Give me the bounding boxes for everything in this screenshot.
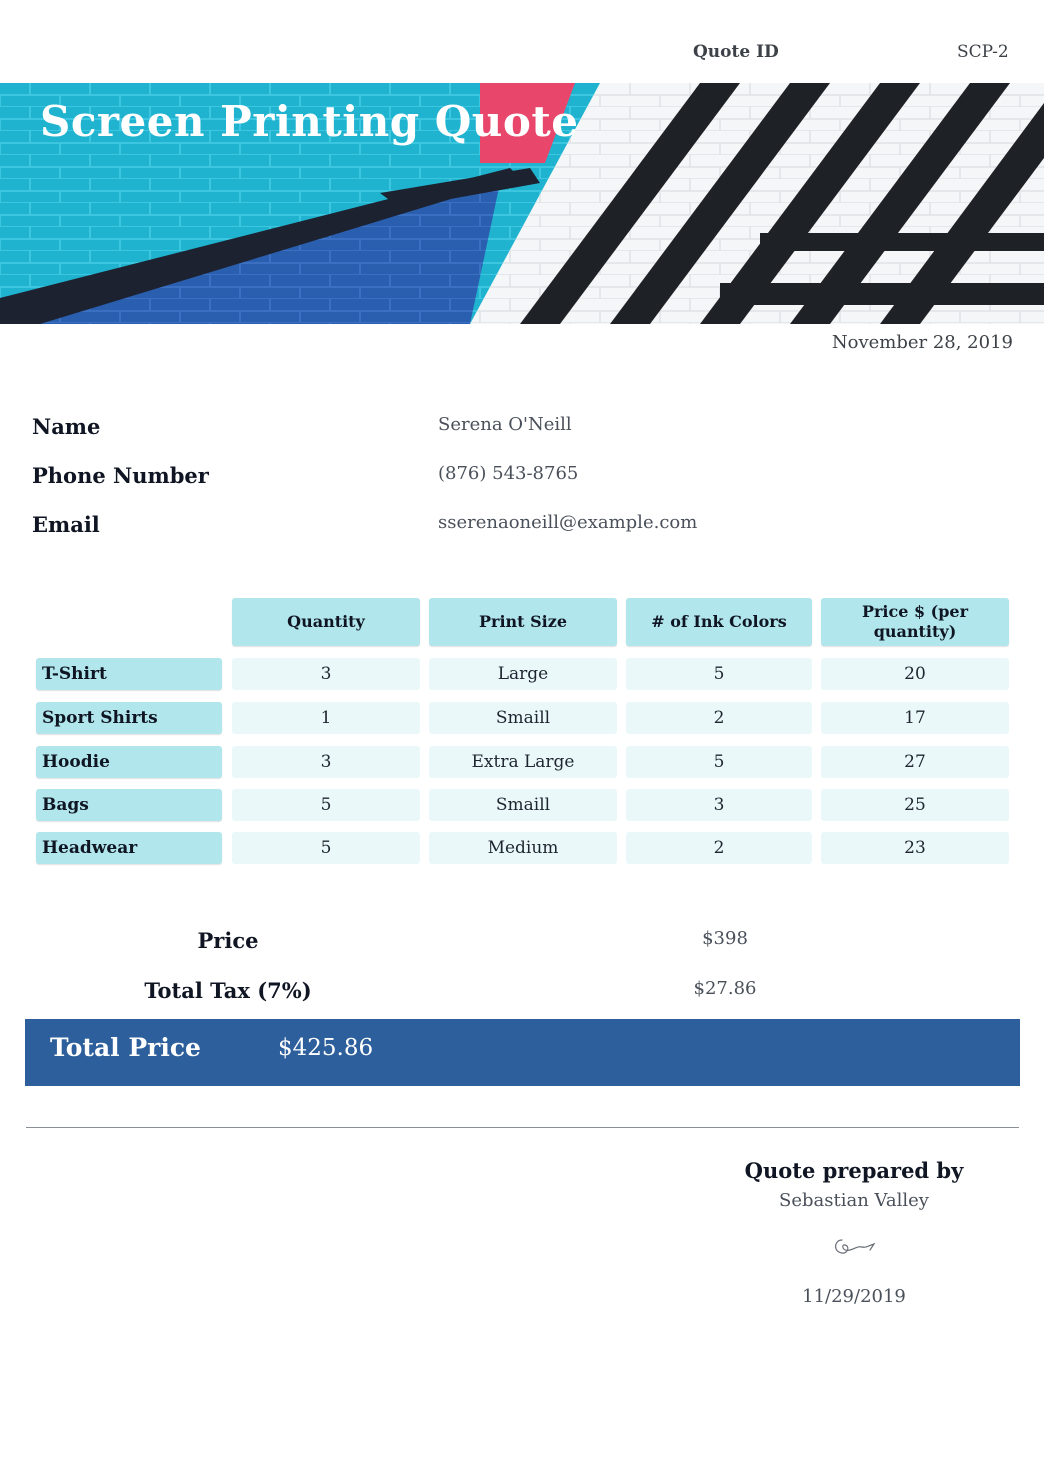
table-cell-quantity: 3 <box>232 746 420 778</box>
row-label-item: Headwear <box>36 832 222 864</box>
table-cell-colors: 5 <box>626 746 812 778</box>
table-cell-price: 20 <box>821 658 1009 690</box>
table-cell-quantity: 5 <box>232 789 420 821</box>
page-title: Screen Printing Quote <box>40 97 579 146</box>
price-label: Price <box>197 928 259 953</box>
name-label: Name <box>32 414 101 439</box>
table-cell-size: Extra Large <box>429 746 617 778</box>
signature <box>830 1232 880 1266</box>
email-value: sserenaoneill@example.com <box>438 512 698 533</box>
table-cell-price: 17 <box>821 702 1009 734</box>
quote-id-label: Quote ID <box>693 42 779 62</box>
column-header-ink-colors: # of Ink Colors <box>626 598 812 646</box>
table-cell-quantity: 1 <box>232 702 420 734</box>
table-cell-quantity: 3 <box>232 658 420 690</box>
table-cell-size: Medium <box>429 832 617 864</box>
prepared-by-name: Sebastian Valley <box>779 1190 929 1211</box>
column-header-price: Price $ (per quantity) <box>821 598 1009 646</box>
divider <box>26 1127 1019 1128</box>
table-cell-colors: 5 <box>626 658 812 690</box>
table-cell-colors: 2 <box>626 702 812 734</box>
tax-label: Total Tax (7%) <box>144 978 312 1003</box>
total-price-label: Total Price <box>50 1033 201 1062</box>
phone-label: Phone Number <box>32 463 209 488</box>
table-cell-size: Smaill <box>429 702 617 734</box>
tax-value: $27.86 <box>693 978 757 999</box>
row-label-item: Hoodie <box>36 746 222 778</box>
email-label: Email <box>32 512 100 537</box>
price-value: $398 <box>702 928 748 949</box>
row-label-item: T-Shirt <box>36 658 222 690</box>
table-cell-size: Smaill <box>429 789 617 821</box>
prepared-by-label: Quote prepared by <box>744 1158 964 1183</box>
column-header-quantity: Quantity <box>232 598 420 646</box>
quote-id-value: SCP-2 <box>957 42 1009 62</box>
table-cell-colors: 2 <box>626 832 812 864</box>
table-cell-price: 23 <box>821 832 1009 864</box>
row-label-item: Bags <box>36 789 222 821</box>
phone-value: (876) 543-8765 <box>438 463 579 484</box>
table-cell-size: Large <box>429 658 617 690</box>
table-cell-colors: 3 <box>626 789 812 821</box>
column-header-print-size: Print Size <box>429 598 617 646</box>
prepared-date: 11/29/2019 <box>802 1286 906 1307</box>
table-cell-quantity: 5 <box>232 832 420 864</box>
row-label-item: Sport Shirts <box>36 702 222 734</box>
table-cell-price: 27 <box>821 746 1009 778</box>
quote-date: November 28, 2019 <box>831 332 1013 353</box>
table-cell-price: 25 <box>821 789 1009 821</box>
name-value: Serena O'Neill <box>438 414 572 435</box>
total-price-value: $425.86 <box>278 1035 374 1061</box>
